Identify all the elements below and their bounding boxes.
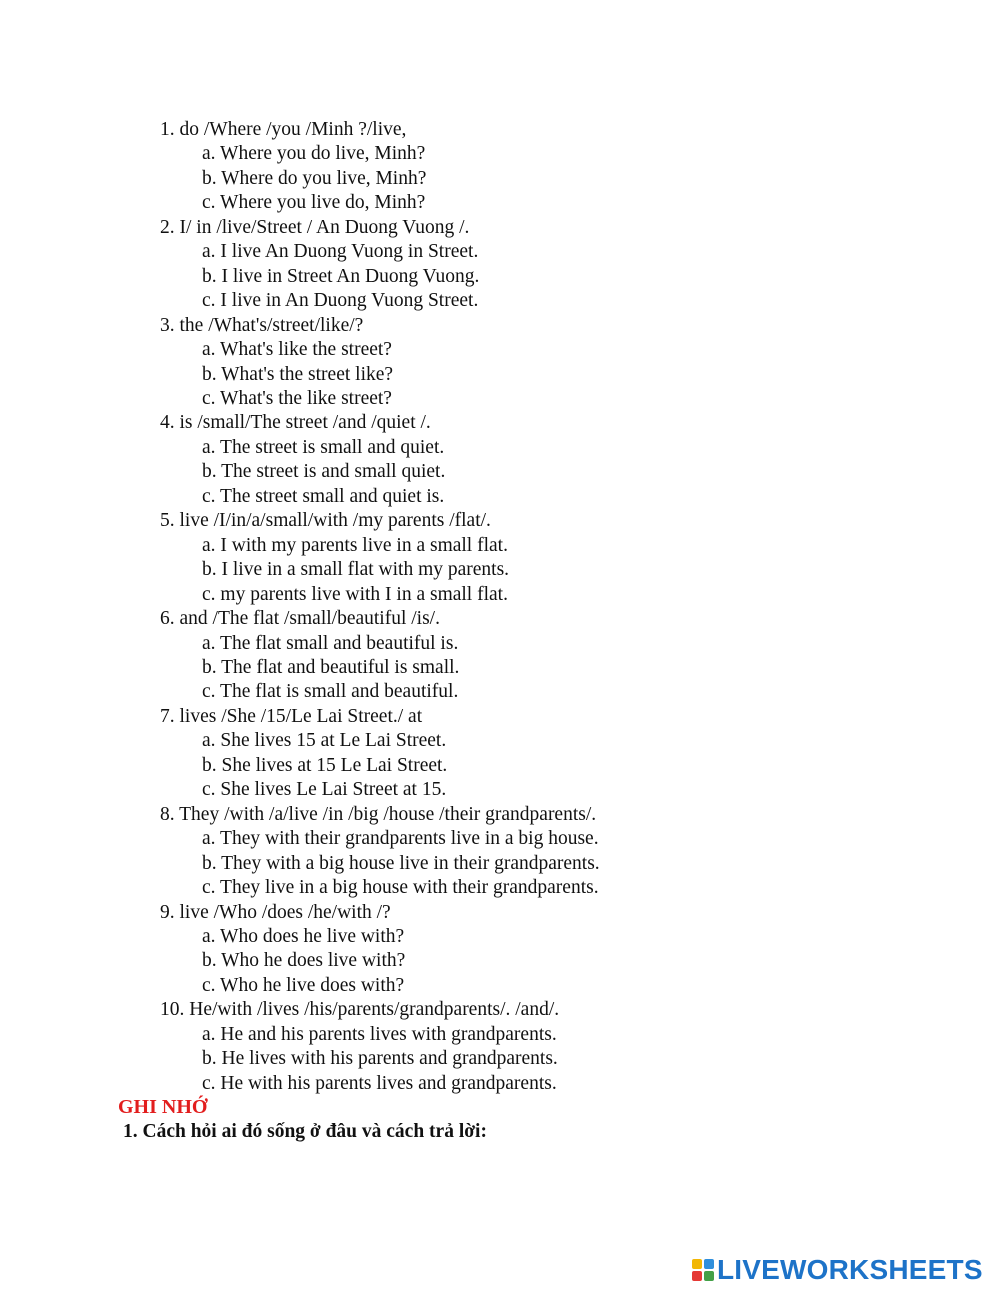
answer-option-c: c. I live in An Duong Vuong Street. [202, 290, 479, 312]
question-block [160, 411, 600, 509]
question-prompt: 2. I/ in /live/Street / An Duong Vuong /. [160, 216, 470, 238]
answer-option-a: a. I live An Duong Vuong in Street. [202, 241, 479, 263]
answer-option-c: c. The flat is small and beautiful. [202, 681, 459, 703]
question-block [160, 509, 600, 607]
answer-option-b: b. They with a big house live in their grandparents. [202, 852, 600, 874]
question-block [160, 803, 600, 901]
logo-tile-icon [692, 1271, 702, 1281]
question-prompt: 1. do /Where /you /Minh ?/live, [160, 119, 407, 140]
question-block [160, 314, 600, 412]
logo-tile-icon [704, 1259, 714, 1269]
answer-option-b: b. What's the street like? [202, 363, 394, 385]
answer-option-c: c. The street small and quiet is. [202, 485, 445, 507]
question-prompt: 3. the /What's/street/like/? [160, 314, 364, 336]
answer-option-c: c. What's the like street? [202, 387, 392, 409]
answer-option-a: a. They with their grandparents live in a big house. [202, 828, 599, 850]
question-block [160, 216, 600, 314]
question-block [160, 705, 600, 803]
answer-option-a: a. The street is small and quiet. [202, 436, 445, 458]
answer-option-b: b. The flat and beautiful is small. [202, 656, 460, 678]
question-prompt: 7. lives /She /15/Le Lai Street./ at [160, 705, 423, 727]
question-block [160, 901, 600, 999]
logo-grid-icon [692, 1259, 714, 1281]
question-prompt: 6. and /The flat /small/beautiful /is/. [160, 608, 440, 630]
answer-option-c: c. He with his parents lives and grandparents. [202, 1072, 557, 1094]
answer-option-a: a. I with my parents live in a small flat. [202, 534, 508, 556]
answer-option-a: a. She lives 15 at Le Lai Street. [202, 730, 447, 752]
answer-option-c: c. Who he live does with? [202, 974, 405, 996]
liveworksheets-logo [692, 1254, 983, 1286]
logo-tile-icon [704, 1271, 714, 1281]
answer-option-b: b. He lives with his parents and grandparents. [202, 1048, 558, 1070]
answer-option-a: a. Where you do live, Minh? [202, 143, 426, 165]
logo-text: LIVEWORKSHEETS [717, 1254, 983, 1285]
remember-subheading: 1. Cách hỏi ai đó sống ở đâu và cách trả lời: [123, 1121, 487, 1142]
answer-option-c: c. She lives Le Lai Street at 15. [202, 779, 447, 801]
answer-option-c: c. Where you live do, Minh? [202, 192, 426, 214]
logo-tile-icon [692, 1259, 702, 1269]
answer-option-a: a. Who does he live with? [202, 925, 405, 947]
question-prompt: 4. is /small/The street /and /quiet /. [160, 412, 431, 434]
answer-option-c: c. my parents live with I in a small flat. [202, 583, 508, 605]
answer-option-b: b. Where do you live, Minh? [202, 167, 427, 189]
answer-option-b: b. Who he does live with? [202, 950, 406, 972]
answer-option-a: a. He and his parents lives with grandparents. [202, 1023, 557, 1045]
question-block [160, 998, 600, 1096]
answer-option-a: a. The flat small and beautiful is. [202, 632, 459, 654]
answer-option-b: b. She lives at 15 Le Lai Street. [202, 754, 448, 776]
question-block [160, 607, 600, 705]
question-prompt: 10. He/with /lives /his/parents/grandparents/. /and/. [160, 999, 560, 1021]
remember-heading: GHI NHỚ [118, 1096, 208, 1118]
answer-option-b: b. The street is and small quiet. [202, 461, 446, 483]
question-block [160, 118, 600, 216]
answer-option-b: b. I live in a small flat with my parents. [202, 559, 510, 581]
question-prompt: 8. They /with /a/live /in /big /house /their grandparents/. [160, 803, 597, 825]
answer-option-a: a. What's like the street? [202, 339, 392, 361]
question-prompt: 9. live /Who /does /he/with /? [160, 901, 391, 923]
answer-option-c: c. They live in a big house with their grandparents. [202, 877, 599, 899]
question-prompt: 5. live /I/in/a/small/with /my parents /flat/. [160, 510, 491, 532]
question-list [160, 118, 600, 1096]
answer-option-b: b. I live in Street An Duong Vuong. [202, 265, 480, 287]
